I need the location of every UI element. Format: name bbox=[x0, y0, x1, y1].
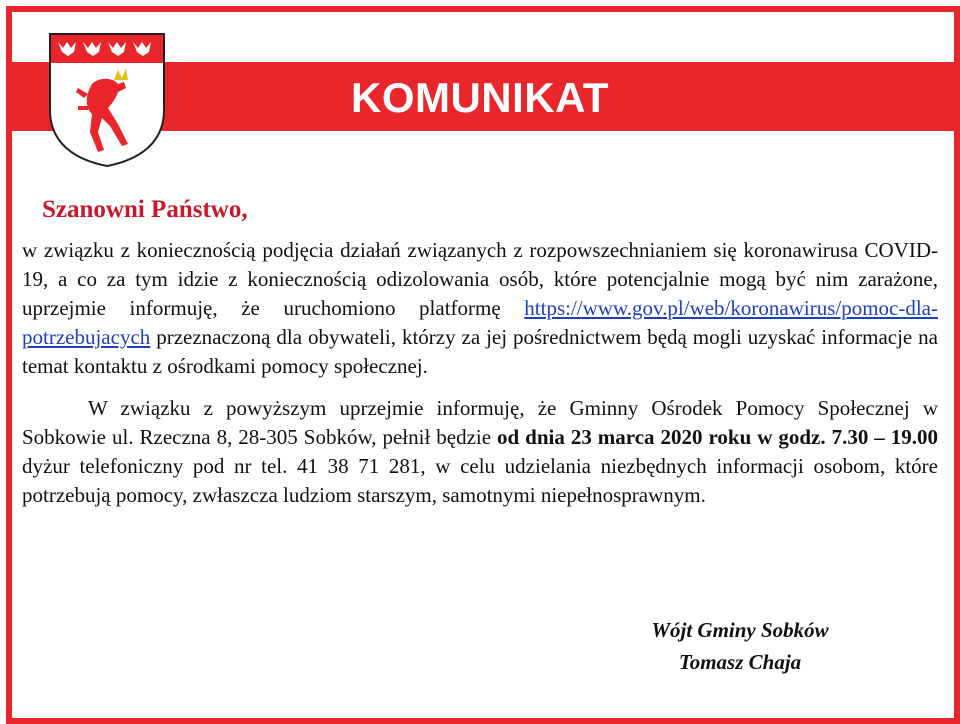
page-title: KOMUNIKAT bbox=[350, 74, 610, 121]
signature bbox=[560, 614, 920, 678]
greeting: Szanowni Państwo, bbox=[42, 196, 248, 223]
coat-of-arms-icon bbox=[48, 32, 166, 168]
paragraph-2 bbox=[22, 394, 938, 510]
platform-link[interactable]: https://www.gov.pl/web/koronawirus/pomoc-dla-potrzebujacych bbox=[22, 296, 938, 349]
announcement-body bbox=[22, 236, 938, 510]
signature-role: Wójt Gminy Sobków bbox=[651, 618, 829, 642]
paragraph-1-text-end: przeznaczoną dla obywateli, którzy za jej pośrednictwem będą mogli uzyskać informacje na temat kontaktu z ośrodkami pomocy społecznej. bbox=[22, 325, 938, 378]
paragraph-1 bbox=[22, 236, 938, 381]
paragraph-2-text: W związku z powyższym uprzejmie informuję, że Gminny Ośrodek Pomocy Społecznej w Sobkowie ul. Rzeczna 8, 28-305 Sobków, pełnił będzie bbox=[22, 396, 938, 449]
paragraph-2-text-end: dyżur telefoniczny pod nr tel. 41 38 71 281, w celu udzielania niezbędnych informacji osobom, które potrzebują pomocy, zwłaszcza ludziom starszym, samotnymi niepełnosprawnym. bbox=[22, 454, 938, 507]
signature-name: Tomasz Chaja bbox=[678, 650, 802, 674]
paragraph-1-text: w związku z koniecznością podjęcia działań związanych z rozpowszechnianiem się koronawirusa COVID-19, a co za tym idzie z koniecznością odizolowania osób, które potencjalnie mogą być nim zarażone, uprzejmie informuję, że uruchomiono platformę bbox=[22, 238, 938, 320]
duty-hours: od dnia 23 marca 2020 roku w godz. 7.30 – 19.00 bbox=[497, 425, 939, 449]
